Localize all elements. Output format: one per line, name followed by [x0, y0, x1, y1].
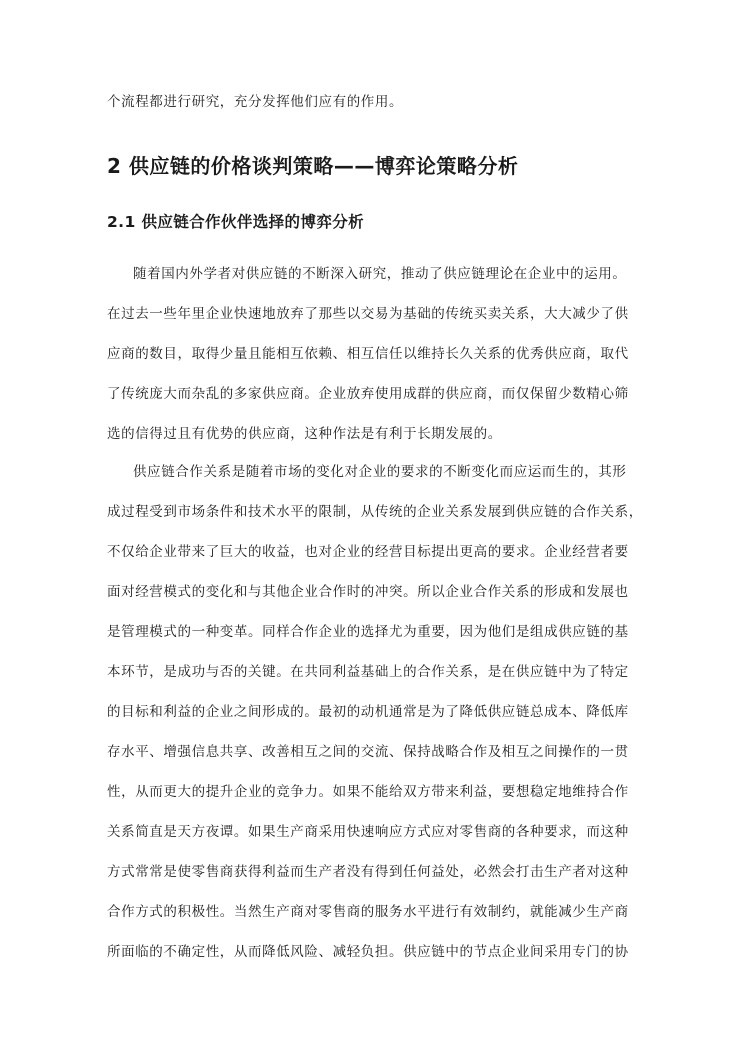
paragraph-2-line: 关系简直是天方夜谭。如果生产商采用快速响应方式应对零售商的各种要求，而这种 — [107, 824, 629, 840]
paragraph-1-line: 应商的数目，取得少量且能相互依赖、相互信任以维持长久关系的优秀供应商，取代 — [107, 346, 629, 362]
paragraph-2-line: 方式常常是使零售商获得利益而生产者没有得到任何益处，必然会打击生产者对这种 — [107, 864, 629, 880]
paragraph-2-line: 不仅给企业带来了巨大的收益，也对企业的经营目标提出更高的要求。企业经营者要 — [107, 544, 629, 560]
paragraph-2-line: 合作方式的积极性。当然生产商对零售商的服务水平进行有效制约，就能减少生产商 — [107, 904, 629, 920]
paragraph-2-line: 本环节，是成功与否的关键。在共同利益基础上的合作关系，是在供应链中为了特定 — [107, 664, 629, 680]
paragraph-2-line: 是管理模式的一种变革。同样合作企业的选择尤为重要，因为他们是组成供应链的基 — [107, 624, 629, 640]
paragraph-2-line: 性，从而更大的提升企业的竞争力。如果不能给双方带来利益，要想稳定地维持合作 — [107, 784, 629, 800]
paragraph-2-line: 所面临的不确定性，从而降低风险、减轻负担。供应链中的节点企业间采用专门的协 — [107, 944, 629, 960]
paragraph-2-line: 面对经营模式的变化和与其他企业合作时的冲突。所以企业合作关系的形成和发展也 — [107, 584, 629, 600]
paragraph-1-line: 随着国内外学者对供应链的不断深入研究，推动了供应链理论在企业中的运用。 — [133, 266, 627, 282]
paragraph-2-line: 供应链合作关系是随着市场的变化对企业的要求的不断变化而应运而生的，其形 — [133, 464, 627, 480]
section-heading: 2 供应链的价格谈判策略——博弈论策略分析 — [107, 154, 519, 178]
paragraph-1-line: 选的信得过且有优势的供应商，这种作法是有利于长期发展的。 — [107, 426, 502, 442]
intro-line: 个流程都进行研究，充分发挥他们应有的作用。 — [107, 94, 404, 110]
paragraph-1-line: 在过去一些年里企业快速地放弃了那些以交易为基础的传统买卖关系，大大减少了供 — [107, 306, 629, 322]
paragraph-1-line: 了传统庞大而杂乱的多家供应商。企业放弃使用成群的供应商，而仅保留少数精心筛 — [107, 386, 629, 402]
paragraph-2-line: 成过程受到市场条件和技术水平的限制，从传统的企业关系发展到供应链的合作关系， — [107, 504, 643, 520]
paragraph-2-line: 存水平、增强信息共享、改善相互之间的交流、保持战略合作及相互之间操作的一贯 — [107, 744, 629, 760]
paragraph-2-line: 的目标和利益的企业之间形成的。最初的动机通常是为了降低供应链总成本、降低库 — [107, 704, 629, 720]
subsection-heading: 2.1 供应链合作伙伴选择的博弈分析 — [107, 213, 365, 231]
